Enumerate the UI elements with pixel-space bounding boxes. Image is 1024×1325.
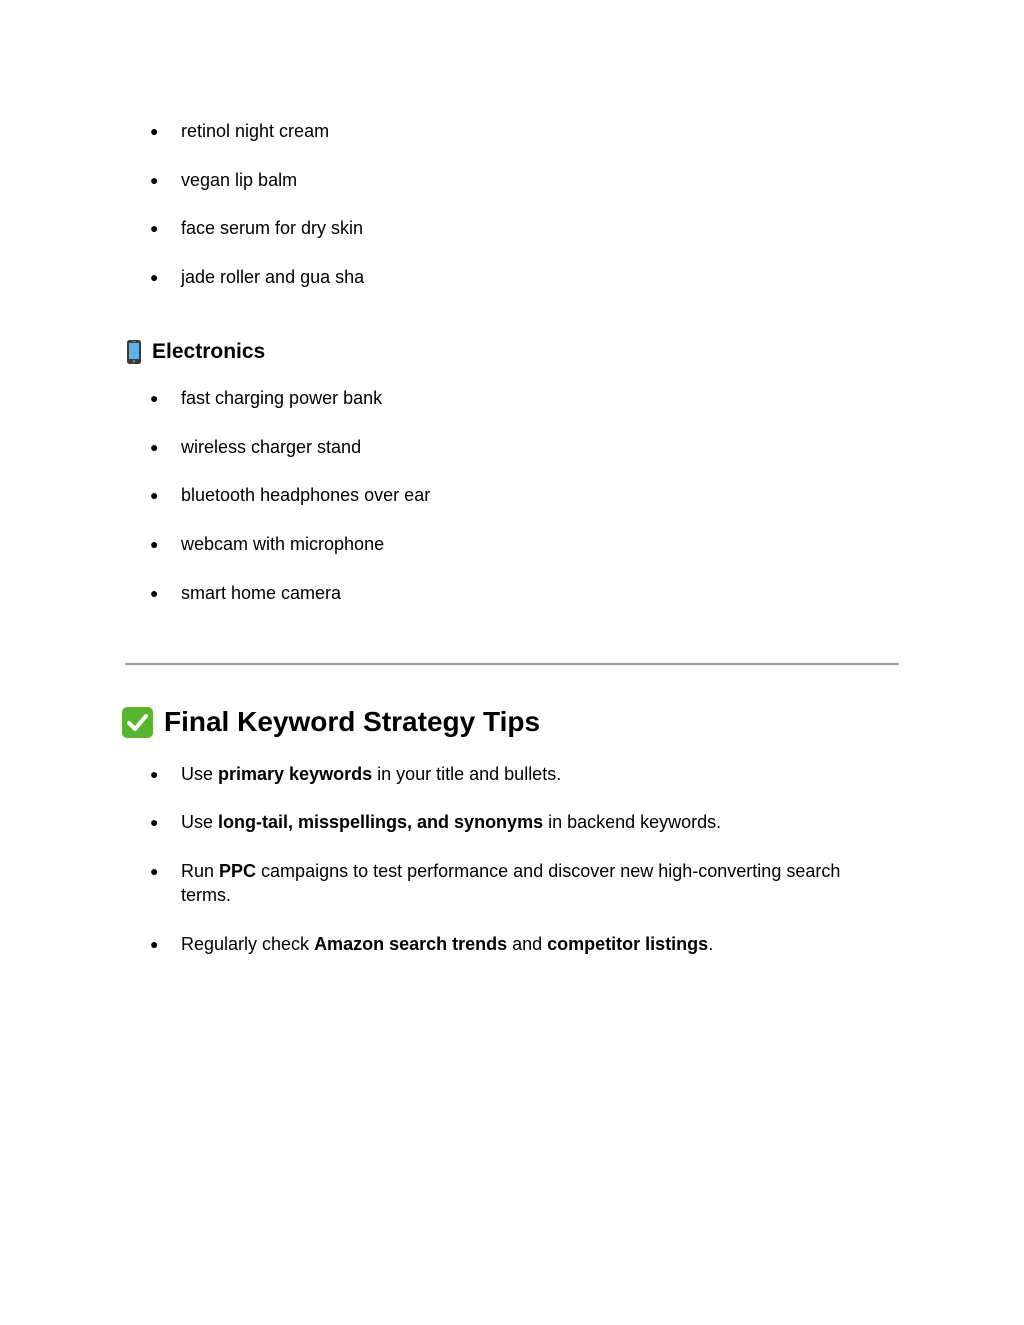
bullet-icon: ●	[150, 585, 159, 601]
horizontal-divider	[125, 663, 899, 665]
list-item-text: vegan lip balm	[181, 170, 298, 190]
list-item-text: webcam with microphone	[181, 534, 385, 554]
bullet-icon: ●	[150, 814, 159, 830]
list-item-text: face serum for dry skin	[181, 218, 364, 238]
list-item-text: jade roller and gua sha	[181, 267, 365, 287]
list-item-text: smart home camera	[181, 583, 342, 603]
bullet-icon: ●	[150, 936, 159, 952]
tips-heading-text: Final Keyword Strategy Tips	[164, 706, 541, 737]
tip-text: Use primary keywords in your title and bullets.	[181, 764, 562, 784]
check-icon-bg	[122, 707, 153, 738]
bullet-icon: ●	[150, 863, 159, 879]
bullet-icon: ●	[150, 536, 159, 552]
bullet-icon: ●	[150, 487, 159, 503]
bullet-icon: ●	[150, 439, 159, 455]
list-item-text: wireless charger stand	[181, 437, 362, 457]
bullet-icon: ●	[150, 390, 159, 406]
tips-heading	[121, 703, 540, 741]
bullet-icon: ●	[150, 220, 159, 236]
electronics-heading	[122, 338, 265, 366]
list-item-text: fast charging power bank	[181, 388, 383, 408]
tip-text: Use long-tail, misspellings, and synonyms in backend keywords.	[181, 812, 722, 832]
check-mark-button-icon	[121, 706, 154, 739]
tip-text: Run PPC campaigns to test performance and discover new high-converting search terms.	[181, 861, 841, 905]
bullet-icon: ●	[150, 172, 159, 188]
tip-text: Regularly check Amazon search trends and competitor listings.	[181, 934, 714, 954]
bullet-icon: ●	[150, 269, 159, 285]
list-item-text: retinol night cream	[181, 121, 330, 141]
bullet-icon: ●	[150, 123, 159, 139]
list-item-text: bluetooth headphones over ear	[181, 485, 431, 505]
bullet-icon: ●	[150, 766, 159, 782]
mobile-phone-icon	[122, 339, 146, 365]
electronics-heading-text: Electronics	[152, 340, 266, 363]
